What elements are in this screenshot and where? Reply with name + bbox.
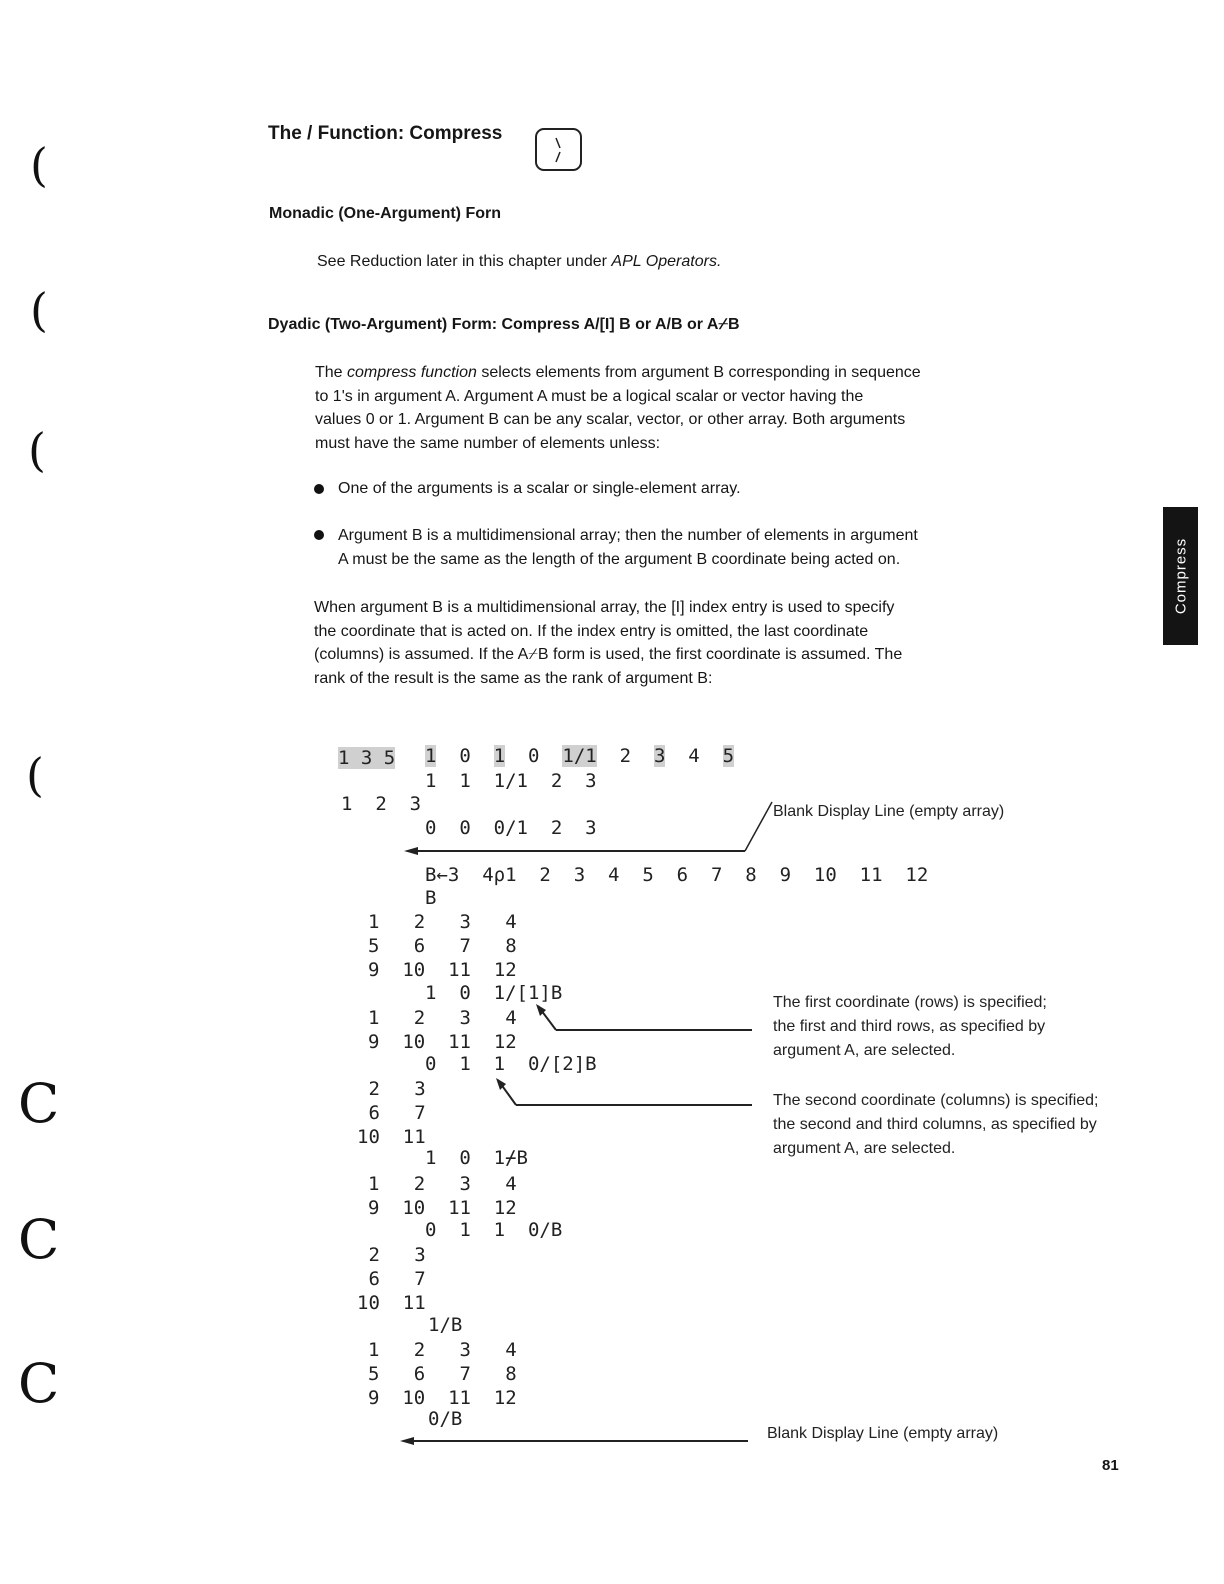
matrix-row: 9 10 11 12 — [368, 1387, 517, 1409]
example-6-input: 1 0 1⌿B — [425, 1147, 528, 1169]
apl-token: 1/1 — [562, 745, 597, 767]
note-line: argument A, are selected. — [773, 1140, 956, 1157]
page-title: The / Function: Compress — [268, 123, 503, 144]
dyadic-heading: Dyadic (Two-Argument) Form: Compress A/[I] B or A/B or A⌿B — [268, 316, 740, 333]
paragraph-1 — [315, 361, 921, 455]
matrix-row: 2 3 — [357, 1244, 426, 1266]
note-line: The first coordinate (rows) is specified; — [773, 994, 1047, 1011]
margin-mark: ( — [28, 423, 46, 477]
matrix-row: 2 3 — [357, 1078, 426, 1100]
example-5-input: 0 1 1 0/[2]B — [425, 1053, 597, 1075]
example-5-result — [357, 1077, 426, 1149]
show-b: B — [425, 887, 437, 909]
matrix-row: 1 2 3 4 — [368, 1339, 517, 1361]
para1-line3: values 0 or 1. Argument B can be any scalar, vector, or other array. Both arguments — [315, 411, 906, 428]
example-8-result — [368, 1338, 517, 1410]
para1-italic: compress function — [347, 364, 477, 381]
example-2-result: 1 2 3 — [341, 793, 422, 815]
note-line: The second coordinate (columns) is specified; — [773, 1092, 1099, 1109]
page-number: 81 — [1102, 1457, 1119, 1474]
compress-key-icon — [535, 128, 582, 171]
matrix-row: 9 10 11 12 — [368, 1197, 517, 1219]
blank-display-note-1: Blank Display Line (empty array) — [773, 803, 1005, 820]
bullet-1: One of the arguments is a scalar or single-element array. — [338, 480, 741, 497]
bullet-icon — [314, 484, 324, 494]
apl-token: 2 — [619, 745, 632, 767]
matrix-row: 1 2 3 4 — [368, 1007, 517, 1029]
apl-token: 4 — [688, 745, 700, 767]
para2-line1: When argument B is a multidimensional array, the [I] index entry is used to specify — [314, 599, 895, 616]
margin-mark: C — [18, 1208, 60, 1271]
bullet-icon — [314, 530, 324, 540]
para1-line — [315, 361, 921, 385]
bullet-2 — [338, 524, 918, 571]
example-7-result — [357, 1243, 426, 1315]
bullet2-line2: A must be the same as the length of the argument B coordinate being acted on. — [338, 550, 901, 568]
blank-line-arrow-2 — [398, 1434, 758, 1448]
blank-display-note-2: Blank Display Line (empty array) — [767, 1425, 999, 1442]
rows-note-arrow — [530, 1004, 760, 1044]
section-tab-label: Compress — [1172, 537, 1189, 615]
apl-token: 5 — [722, 745, 735, 767]
para2-line4: rank of the result is the same as the rank of argument B: — [314, 669, 713, 687]
example-4-input: 1 0 1/[1]B — [425, 982, 563, 1004]
bullet2-line1: Argument B is a multidimensional array; then the number of elements in argument — [338, 527, 918, 544]
matrix-row: 1 2 3 4 — [368, 1173, 517, 1195]
matrix-row: 5 6 7 8 — [368, 1363, 517, 1385]
apl-token: 3 — [653, 745, 666, 767]
matrix-row: 10 11 — [357, 1292, 426, 1314]
example-4-result — [368, 1006, 517, 1054]
example-2-input: 1 1 1/1 2 3 — [425, 770, 597, 792]
matrix-row: 9 10 11 12 — [368, 1031, 517, 1053]
example-1-result: 1 3 5 — [338, 747, 396, 769]
columns-note-arrow — [490, 1078, 760, 1118]
margin-mark: ( — [26, 748, 44, 802]
monadic-heading: Monadic (One-Argument) Forn — [269, 205, 501, 222]
apl-token: 1 — [493, 745, 506, 767]
example-9-input: 0/B — [428, 1408, 463, 1430]
matrix-row: 10 11 — [357, 1126, 426, 1148]
b-matrix — [368, 910, 517, 982]
apl-token: 1 — [425, 745, 437, 767]
monadic-text — [317, 250, 721, 274]
example-3-input: 0 0 0/1 2 3 — [425, 817, 597, 839]
apl-token: 0 — [459, 745, 471, 767]
margin-mark: ( — [30, 138, 48, 192]
assign-b: B←3 4⍴1 2 3 4 5 6 7 8 9 10 11 12 — [425, 864, 929, 886]
backslash-slash-icon — [537, 130, 580, 169]
para1-line4: must have the same number of elements unless: — [315, 434, 661, 452]
matrix-row: 1 2 3 4 — [368, 911, 517, 933]
para1-line1: selects elements from argument B corresponding in sequence — [481, 364, 921, 381]
monadic-text-link: APL Operators. — [611, 253, 722, 270]
para1-prefix: The — [315, 364, 343, 381]
blank-line-arrow-1 — [400, 800, 780, 860]
apl-token: 0 — [528, 745, 540, 767]
note-line: the first and third rows, as specified by — [773, 1018, 1046, 1035]
monadic-text-plain: See Reduction later in this chapter under — [317, 253, 607, 270]
margin-mark: C — [18, 1352, 60, 1415]
matrix-row: 5 6 7 8 — [368, 935, 517, 957]
example-6-result — [368, 1172, 517, 1220]
para1-line2: to 1's in argument A. Argument A must be a logical scalar or vector having the — [315, 387, 864, 405]
columns-note — [773, 1089, 1099, 1161]
margin-mark: ( — [30, 283, 48, 337]
note-line: argument A, are selected. — [773, 1042, 956, 1059]
example-7-input: 0 1 1 0/B — [425, 1219, 563, 1241]
matrix-row: 9 10 11 12 — [368, 959, 517, 981]
para2-line2: the coordinate that is acted on. If the index entry is omitted, the last coordinate — [314, 622, 869, 640]
rows-note — [773, 991, 1047, 1063]
example-1-input — [425, 723, 734, 767]
section-tab — [1163, 507, 1198, 645]
matrix-row: 6 7 — [357, 1102, 426, 1124]
matrix-row: 6 7 — [357, 1268, 426, 1290]
note-line: the second and third columns, as specified by — [773, 1116, 1097, 1133]
para2-line3: (columns) is assumed. If the A⌿B form is used, the first coordinate is assumed. The — [314, 646, 903, 663]
margin-mark: C — [18, 1072, 60, 1135]
paragraph-2 — [314, 596, 902, 690]
example-8-input: 1/B — [428, 1314, 463, 1336]
